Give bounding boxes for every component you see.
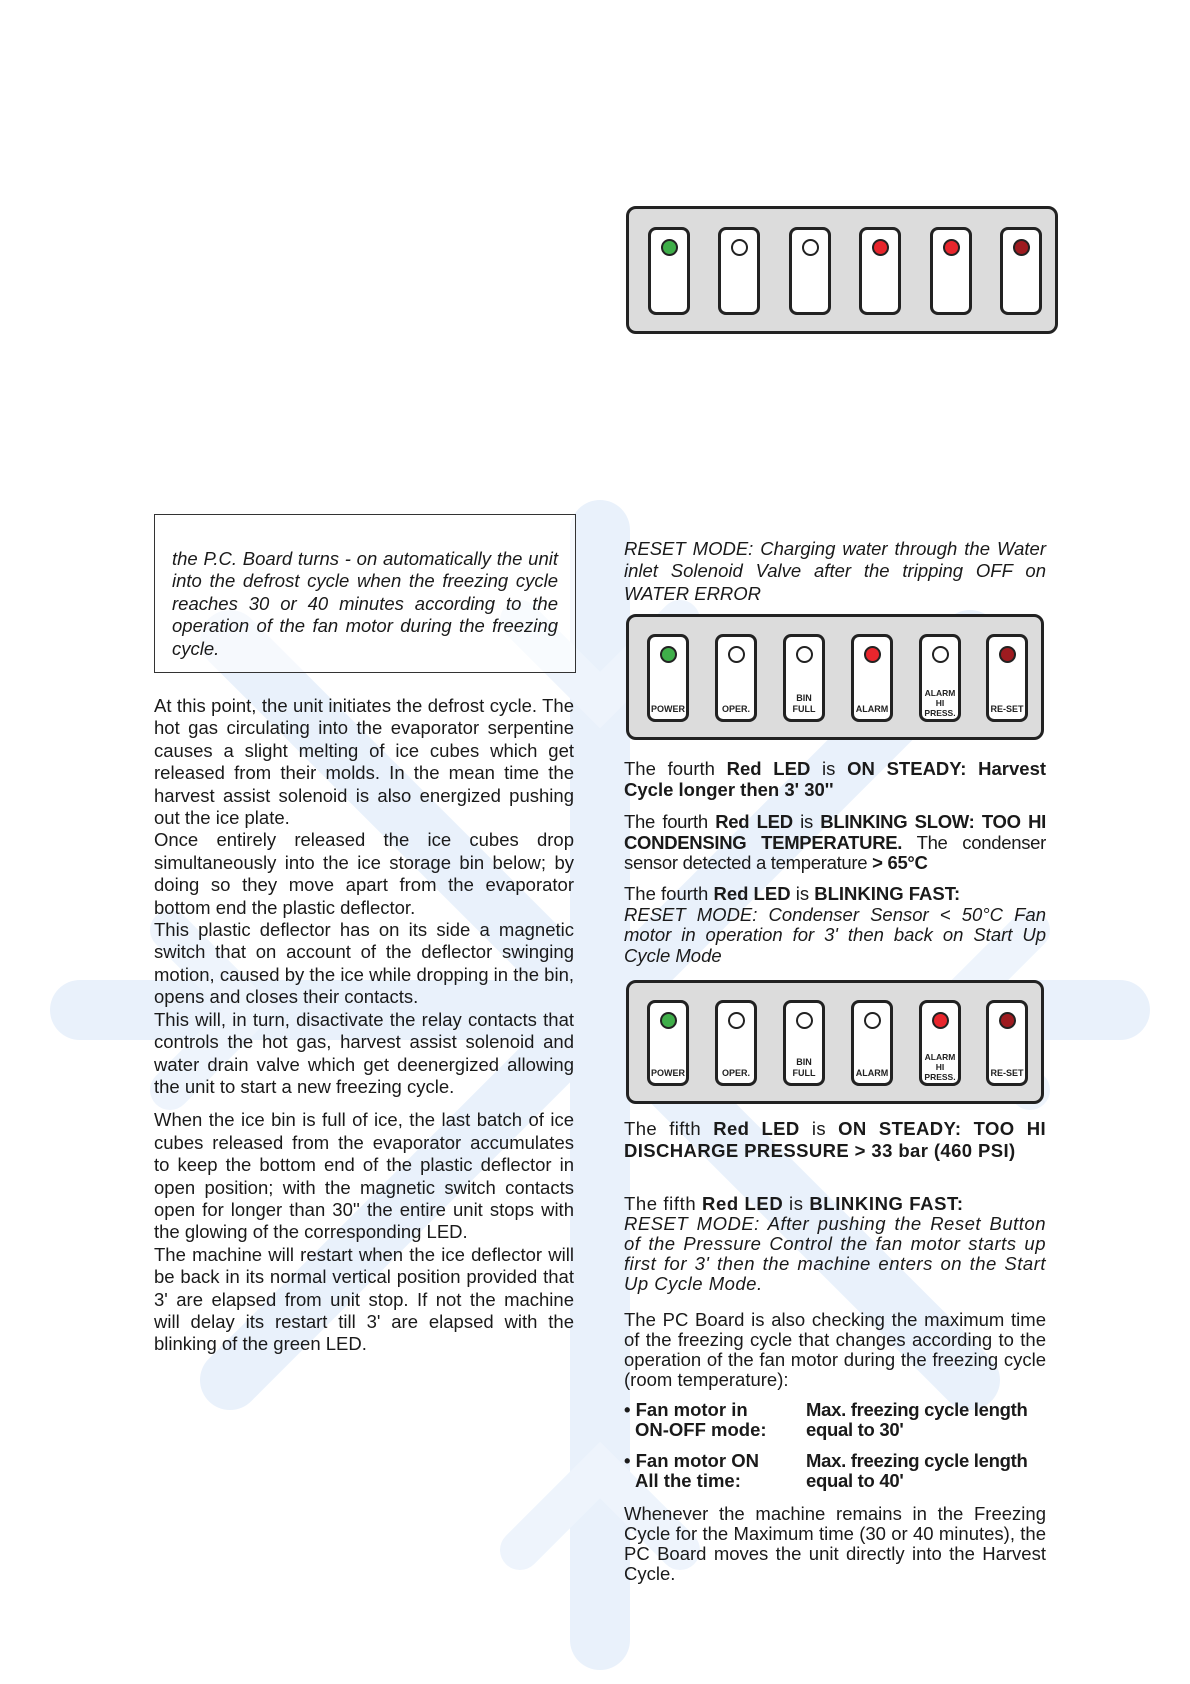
fourth-led-steady (624, 758, 1046, 800)
panel-b-label-alarm: ALARM (855, 1068, 889, 1078)
panel-a-label-alarm: ALARM (855, 704, 889, 714)
led-5-red (943, 239, 960, 256)
panel-b-slot-power (647, 1000, 689, 1086)
panel-b-label-oper: OPER. (721, 1068, 750, 1078)
panel-b-slot-alarm (851, 1000, 893, 1086)
fifth-fast-status: BLINKING FAST: (809, 1193, 964, 1214)
panel-b-label-power: POWER (650, 1068, 685, 1078)
fifth-steady-pre: The fifth (624, 1118, 714, 1139)
fourth-fast-reset: RESET MODE: Condenser Sensor < 50°C Fan motor in operation for 3' then back on Start Up Cycle Mode (624, 903, 1046, 966)
fourth-slow-rest: The condenser sensor detected a temperature (624, 831, 1046, 873)
fifth-steady-is: is (799, 1118, 839, 1139)
led-4-red (872, 239, 889, 256)
panel-a-label-reset: RE-SET (990, 704, 1024, 714)
info-box (154, 514, 576, 673)
bullet-on-always-length (806, 1451, 1046, 1491)
led-slot-1 (648, 227, 690, 315)
pc-board-paragraph: The PC Board is also checking the maximum time of the freezing cycle that changes according to the operation of the fan motor during the freezing cycle (room temperature): (624, 1309, 1046, 1390)
led-panel-top (626, 206, 1058, 334)
paragraph-bin-full: When the ice bin is full of ice, the last batch of ice cubes released from the evaporator accumulates to keep the bottom end of the plastic deflector in open position; with the magnetic switch contacts open for longer than 30'' the entire unit stops with the glowing of the corresponding LED. (154, 1109, 574, 1243)
led-slot-6 (1000, 227, 1042, 315)
panel-a-label-power: POWER (650, 704, 685, 714)
bullet-on-off-mode (624, 1400, 804, 1440)
fifth-steady-led: Red LED (713, 1118, 800, 1139)
bullet-on-always-mode-1: • Fan motor ON (624, 1450, 759, 1471)
fourth-slow-led: Red LED (715, 811, 793, 832)
panel-b-led-bin-full (796, 1012, 813, 1029)
fourth-steady-is: is (810, 758, 848, 779)
paragraph-deflector: This plastic deflector has on its side a magnetic switch that on account of the deflector swinging motion, caused by the ice while dropping in the bin, opens and closes their contacts. (154, 919, 574, 1008)
fourth-steady-pre: The fourth (624, 758, 727, 779)
panel-a-led-alarm-hi-press (932, 646, 949, 663)
panel-a-slot-alarm (851, 634, 893, 722)
fourth-fast-status: BLINKING FAST: (814, 883, 961, 904)
panel-a-label-oper: OPER. (721, 704, 750, 714)
panel-b-slot-reset (986, 1000, 1028, 1086)
left-column (154, 695, 574, 1356)
bullet-on-off-length-2: equal to 30' (806, 1419, 904, 1440)
panel-b-label-reset: RE-SET (990, 1068, 1024, 1078)
panel-a-slot-reset (986, 634, 1028, 722)
bullet-on-always-mode-2: All the time: (635, 1470, 741, 1491)
led-1-green (661, 239, 678, 256)
info-box-text: the P.C. Board turns - on automatically the unit into the defrost cycle when the freezing cycle reaches 30 or 40 minutes according to the operation of the fan motor during the freezing cycle. (172, 548, 558, 659)
fifth-fast-reset: RESET MODE: After pushing the Reset Button of the Pressure Control the fan motor starts up first for 3' then the machine enters on the Start Up Cycle Mode. (624, 1213, 1046, 1294)
paragraph-restart: The machine will restart when the ice deflector will be back in its normal vertical position provided that 3' are elapsed from unit stop. If not the machine will delay its restart till 3' are elapsed with the blinking of the green LED. (154, 1243, 574, 1355)
bullet-on-always-length-2: equal to 40' (806, 1470, 904, 1491)
fourth-led-blinking-fast (624, 884, 1046, 966)
paragraph-relay: This will, in turn, disactivate the relay contacts that controls the hot gas, harvest assist solenoid and water drain valve which get deenergized allowing the unit to start a new freezing cycle. (154, 1008, 574, 1097)
fourth-fast-heading (624, 884, 1046, 905)
paragraph-cubes-drop: Once entirely released the ice cubes drop simultaneously into the ice storage bin below; by doing so they move apart from the evaporator bottom end the plastic deflector. (154, 829, 574, 918)
bullet-on-always (624, 1451, 1046, 1493)
panel-b-slot-alarm-hi-press (919, 1000, 961, 1086)
fourth-slow-pre: The fourth (624, 811, 716, 832)
fourth-slow-status: BLINKING SLOW: TOO HI CONDENSING TEMPERATURE. (624, 811, 1046, 853)
bullet-on-off-mode-2: ON-OFF mode: (635, 1419, 767, 1440)
bullet-on-off-length (806, 1400, 1046, 1440)
fourth-steady-led: Red LED (726, 758, 811, 779)
fifth-fast-heading (624, 1194, 1046, 1214)
paragraph-defrost: At this point, the unit initiates the defrost cycle. The hot gas circulating into the evaporator serpentine causes a slight melting of ice cubes which get released from their molds. In the mean time the harvest assist solenoid is also energized pushing out the ice plate. (154, 695, 574, 829)
panel-a-led-bin-full (796, 646, 813, 663)
panel-b-led-power (660, 1012, 677, 1029)
panel-a-slot-bin-full (783, 634, 825, 722)
fourth-fast-led: Red LED (713, 883, 791, 904)
fourth-fast-is: is (790, 883, 815, 904)
fifth-steady-status: ON STEADY: TOO HI DISCHARGE PRESSURE > 33 bar (460 PSI) (624, 1118, 1046, 1161)
bullet-on-off (624, 1400, 1046, 1442)
panel-a-led-oper (728, 646, 745, 663)
led-2-off (731, 239, 748, 256)
led-slot-2 (718, 227, 760, 315)
panel-b-slot-bin-full (783, 1000, 825, 1086)
fifth-led-blinking-fast (624, 1194, 1046, 1294)
fourth-slow-value: > 65°C (872, 852, 928, 873)
panel-a-led-alarm (864, 646, 881, 663)
panel-a-label-alarm-hi-press: ALARM HI PRESS. (924, 688, 956, 718)
panel-b-led-alarm-hi-press (932, 1012, 949, 1029)
panel-a-slot-alarm-hi-press (919, 634, 961, 722)
led-panel-b (626, 980, 1044, 1104)
panel-b-label-bin-full: BIN FULL (792, 1057, 816, 1078)
bullet-on-always-length-1: Max. freezing cycle length (806, 1450, 1028, 1471)
led-slot-3 (789, 227, 831, 315)
fifth-fast-is: is (783, 1193, 810, 1214)
panel-b-led-reset (999, 1012, 1016, 1029)
fifth-fast-pre: The fifth (624, 1193, 702, 1214)
fourth-steady-status: ON STEADY: Harvest Cycle longer then 3' 30'' (624, 758, 1047, 800)
panel-a-slot-oper (715, 634, 757, 722)
bullet-on-off-mode-1: • Fan motor in (624, 1399, 748, 1420)
reset-water-text: RESET MODE: Charging water through the Water inlet Solenoid Valve after the tripping OFF on WATER ERROR (624, 538, 1046, 604)
whenever-paragraph: Whenever the machine remains in the Freezing Cycle for the Maximum time (30 or 40 minutes), the PC Board moves the unit directly into the Harvest Cycle. (624, 1503, 1046, 1584)
bullet-on-always-mode (624, 1451, 804, 1491)
led-slot-4 (859, 227, 901, 315)
panel-b-led-alarm (864, 1012, 881, 1029)
led-slot-5 (930, 227, 972, 315)
led-panel-a (626, 614, 1044, 740)
panel-b-slot-oper (715, 1000, 757, 1086)
led-6-darkred (1013, 239, 1030, 256)
panel-a-label-bin-full: BIN FULL (792, 693, 816, 714)
fifth-fast-led: Red LED (701, 1193, 784, 1214)
panel-a-led-reset (999, 646, 1016, 663)
fourth-led-blinking-slow (624, 812, 1046, 874)
led-3-off (802, 239, 819, 256)
panel-b-led-oper (728, 1012, 745, 1029)
panel-a-led-power (660, 646, 677, 663)
panel-b-label-alarm-hi-press: ALARM HI PRESS. (924, 1052, 956, 1082)
fourth-fast-pre: The fourth (624, 883, 714, 904)
fourth-slow-is: is (792, 811, 821, 832)
bullet-on-off-length-1: Max. freezing cycle length (806, 1399, 1028, 1420)
fifth-led-steady (624, 1118, 1046, 1162)
panel-a-slot-power (647, 634, 689, 722)
